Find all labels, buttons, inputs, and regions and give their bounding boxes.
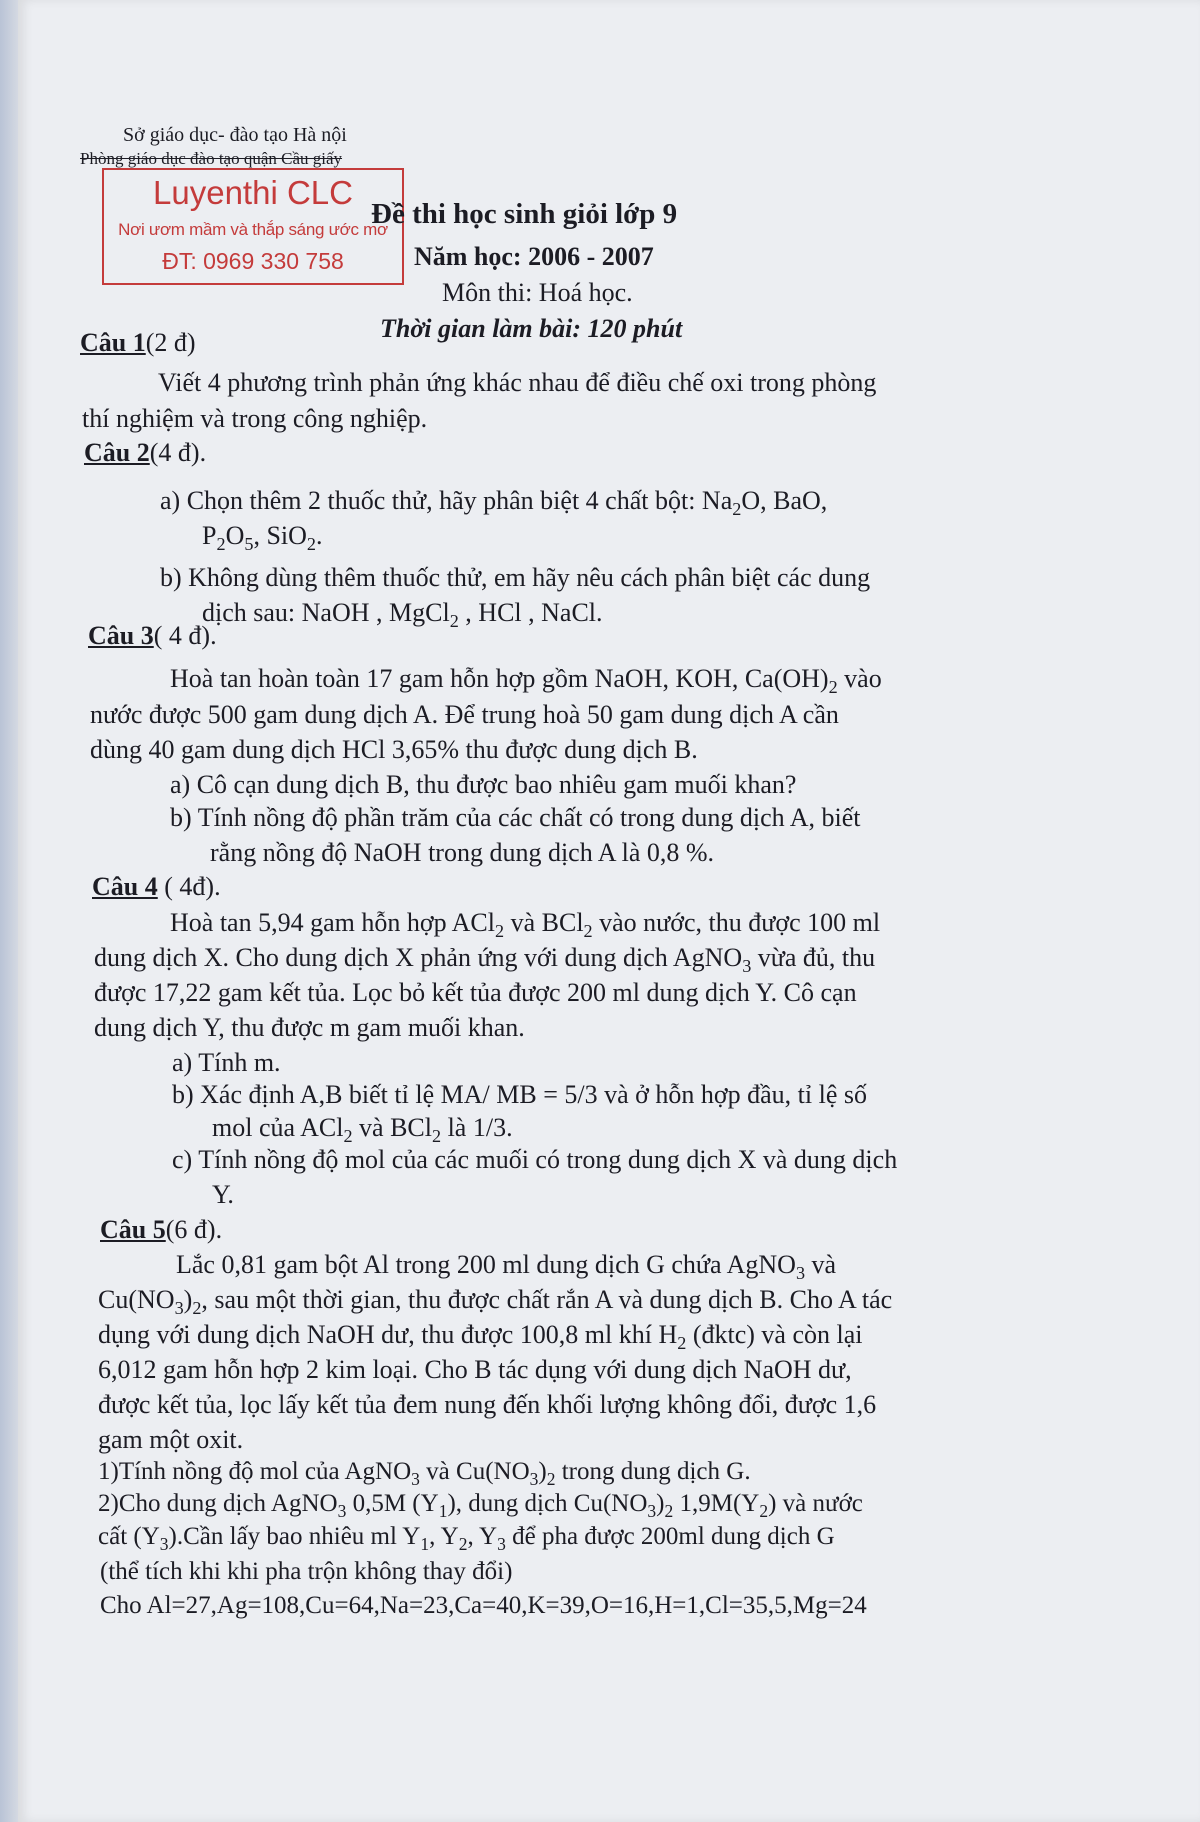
q5-line-3 bbox=[98, 1320, 863, 1354]
q5-p3-b: ).Cần lấy bao nhiêu ml Y bbox=[168, 1523, 421, 1550]
question-4-heading bbox=[92, 872, 221, 902]
q5-l2-end: , sau một thời gian, thu được chất rắn A và dung dịch B. Cho A tác bbox=[201, 1285, 893, 1314]
q5-p2-f: ) và nước bbox=[768, 1490, 863, 1517]
question-1-heading bbox=[80, 328, 196, 358]
q5-label: Câu 5 bbox=[100, 1215, 166, 1244]
q4-b2-end: là 1/3. bbox=[441, 1113, 513, 1142]
q5-p3-sub4: 3 bbox=[497, 1534, 506, 1554]
q4-line-1 bbox=[170, 908, 880, 942]
q5-p2-sub5: 2 bbox=[759, 1501, 769, 1521]
q2-b2-end: , HCl , NaCl. bbox=[458, 598, 603, 627]
q3-a: a) Cô cạn dung dịch B, thu được bao nhiêu gam muối khan? bbox=[170, 770, 797, 799]
question-3-heading bbox=[88, 621, 217, 651]
stamp-slogan: Nơi ươm mầm và thắp sáng ước mơ bbox=[118, 220, 388, 239]
q4-b-line-1: b) Xác định A,B biết tỉ lệ MA/ MB = 5/3 và ở hỗn hợp đầu, tỉ lệ số bbox=[172, 1080, 867, 1109]
q5-p1-sub2: 3 bbox=[529, 1469, 539, 1489]
q5-p3-d: , Y bbox=[467, 1523, 498, 1550]
q4-l1-end: vào nước, thu được 100 ml bbox=[592, 908, 881, 937]
q5-l3-sub: 2 bbox=[677, 1333, 687, 1354]
q3-l1-start: Hoà tan hoàn toàn 17 gam hỗn hợp gồm NaOH, KOH, Ca(OH) bbox=[170, 664, 829, 693]
q5-line-2 bbox=[98, 1285, 892, 1319]
q2-points: (4 đ). bbox=[149, 438, 207, 467]
q4-c-line-2: Y. bbox=[212, 1180, 234, 1209]
q5-p1-mid: và Cu(NO bbox=[419, 1458, 530, 1485]
q4-l1-start: Hoà tan 5,94 gam hỗn hợp ACl bbox=[170, 908, 495, 937]
q5-line-6: gam một oxit. bbox=[98, 1425, 244, 1454]
q5-l3-end: (đktc) và còn lại bbox=[686, 1320, 863, 1349]
q5-part-2 bbox=[98, 1490, 863, 1522]
q5-l2-mid: ) bbox=[183, 1285, 193, 1314]
q5-p3-a: cất (Y bbox=[98, 1523, 160, 1550]
q5-p1-mid2: ) bbox=[538, 1458, 547, 1485]
q2-a-line-2 bbox=[202, 521, 323, 555]
q5-p3-c: , Y bbox=[429, 1523, 459, 1550]
q2-a1-end: O, BaO, bbox=[741, 486, 828, 515]
q2-b-line-2 bbox=[202, 598, 603, 632]
q3-label: Câu 3 bbox=[88, 621, 154, 650]
q4-b-line-2 bbox=[212, 1113, 513, 1147]
q3-line-2: nước được 500 gam dung dịch A. Để trung hoà 50 gam dung dịch A cần bbox=[90, 700, 839, 729]
q3-b-line-2: rằng nồng độ NaOH trong dung dịch A là 0,8 %. bbox=[210, 838, 715, 867]
exam-time: Thời gian làm bài: 120 phút bbox=[380, 314, 683, 343]
q4-b2-start: mol của ACl bbox=[212, 1113, 344, 1142]
q2-a2-p-sub: 2 bbox=[216, 534, 226, 555]
q5-p3-sub1: 3 bbox=[159, 1534, 169, 1554]
exam-page bbox=[18, 0, 1200, 1822]
q5-l2-sub1: 3 bbox=[174, 1298, 184, 1319]
q4-c-line-1: c) Tính nồng độ mol của các muối có trong dung dịch X và dung dịch bbox=[172, 1145, 898, 1174]
exam-year: Năm học: 2006 - 2007 bbox=[414, 242, 654, 271]
q5-p1-end: trong dung dịch G. bbox=[555, 1458, 751, 1485]
q5-line-5: được kết tủa, lọc lấy kết tủa đem nung đến khối lượng không đổi, được 1,6 bbox=[98, 1390, 877, 1419]
q5-l2-sub2: 2 bbox=[192, 1298, 202, 1319]
exam-title: Đề thi học sinh giỏi lớp 9 bbox=[371, 198, 678, 230]
q2-a1-sub: 2 bbox=[732, 499, 742, 520]
q5-p2-d: ) bbox=[656, 1490, 665, 1517]
question-5-heading bbox=[100, 1215, 222, 1245]
department-name: Sở giáo dục- đào tạo Hà nội bbox=[123, 124, 347, 146]
q4-l1-sub1: 2 bbox=[495, 921, 505, 942]
q2-a2-si-sub: 2 bbox=[306, 534, 316, 555]
q5-part-1 bbox=[98, 1458, 751, 1490]
q4-l1-sub2: 2 bbox=[583, 921, 593, 942]
q5-p3-sub2: 1 bbox=[420, 1534, 430, 1554]
q5-l2-start: Cu(NO bbox=[98, 1285, 175, 1314]
q5-l1-start: Lắc 0,81 gam bột Al trong 200 ml dung dịch G chứa AgNO bbox=[176, 1250, 796, 1279]
q3-points: ( 4 đ). bbox=[153, 621, 217, 650]
question-2-heading bbox=[84, 438, 206, 468]
q5-line-4: 6,012 gam hỗn hợp 2 kim loại. Cho B tác dụng với dung dịch NaOH dư, bbox=[98, 1355, 852, 1384]
q4-l2-end: vừa đủ, thu bbox=[751, 943, 876, 972]
q5-l1-sub: 3 bbox=[795, 1263, 806, 1284]
q1-line-2: thí nghiệm và trong công nghiệp. bbox=[82, 404, 428, 433]
q2-a-line-1 bbox=[160, 486, 827, 520]
stamp-box bbox=[102, 168, 404, 285]
q5-p1-sub3: 2 bbox=[546, 1469, 556, 1489]
q2-label: Câu 2 bbox=[84, 438, 150, 467]
q4-label: Câu 4 bbox=[92, 872, 158, 901]
q4-points: ( 4đ). bbox=[157, 872, 221, 901]
q1-points: (2 đ) bbox=[145, 328, 196, 357]
q5-points: (6 đ). bbox=[165, 1215, 223, 1244]
q5-p1-sub1: 3 bbox=[411, 1469, 420, 1489]
q5-part-2-continued bbox=[98, 1523, 835, 1555]
q3-l1-end: vào bbox=[837, 664, 882, 693]
q5-p2-b: 0,5M (Y bbox=[346, 1490, 439, 1517]
q5-line-1 bbox=[176, 1250, 836, 1284]
q5-p1-start: 1)Tính nồng độ mol của AgNO bbox=[98, 1458, 412, 1485]
q5-p3-e: để pha được 200ml dung dịch G bbox=[505, 1523, 835, 1550]
q4-a: a) Tính m. bbox=[172, 1048, 281, 1077]
q2-b2-start: dịch sau: NaOH , MgCl bbox=[202, 598, 450, 627]
q3-line-1 bbox=[170, 664, 882, 698]
q4-b2-sub1: 2 bbox=[343, 1126, 353, 1147]
q1-line-1: Viết 4 phương trình phản ứng khác nhau để điều chế oxi trong phòng bbox=[158, 368, 877, 397]
q1-label: Câu 1 bbox=[80, 328, 146, 357]
q4-l2-sub: 3 bbox=[742, 956, 752, 977]
q4-b2-mid: và BCl bbox=[352, 1113, 432, 1142]
q2-b2-sub: 2 bbox=[449, 611, 459, 632]
q3-b-line-1: b) Tính nồng độ phần trăm của các chất có trong dung dịch A, biết bbox=[170, 803, 861, 832]
q4-l2-start: dung dịch X. Cho dung dịch X phản ứng với dung dịch AgNO bbox=[94, 943, 743, 972]
q5-p2-sub3: 3 bbox=[647, 1501, 657, 1521]
q2-a2-end: . bbox=[316, 521, 323, 550]
given-atomic-masses: Cho Al=27,Ag=108,Cu=64,Na=23,Ca=40,K=39,O=16,H=1,Cl=35,5,Mg=24 bbox=[100, 1592, 867, 1619]
q2-a2-o-sub: 5 bbox=[244, 534, 254, 555]
office-name: Phòng giáo dục đào tạo quận Cầu giấy bbox=[80, 149, 343, 168]
page-binding-edge bbox=[0, 0, 18, 1822]
q5-l3-start: dụng với dung dịch NaOH dư, thu được 100,8 ml khí H bbox=[98, 1320, 678, 1349]
q2-a1-text: a) Chọn thêm 2 thuốc thử, hãy phân biệt 4 chất bột: Na bbox=[160, 486, 733, 515]
stamp-phone: ĐT: 0969 330 758 bbox=[162, 248, 344, 274]
q2-a2-mid: , SiO bbox=[253, 521, 307, 550]
q2-b-line-1: b) Không dùng thêm thuốc thử, em hãy nêu cách phân biệt các dung bbox=[160, 563, 871, 592]
exam-subject: Môn thi: Hoá học. bbox=[442, 278, 633, 307]
q3-l1-sub: 2 bbox=[828, 677, 838, 698]
q4-line-4: dung dịch Y, thu được m gam muối khan. bbox=[94, 1013, 525, 1042]
q5-l1-end: và bbox=[805, 1250, 837, 1279]
q5-p2-e: 1,9M(Y bbox=[673, 1490, 760, 1517]
q5-volume-note: (thể tích khi khi pha trộn không thay đổi) bbox=[100, 1558, 513, 1585]
q4-b2-sub2: 2 bbox=[431, 1126, 442, 1147]
q4-l1-mid: và BCl bbox=[504, 908, 584, 937]
q3-line-3: dùng 40 gam dung dịch HCl 3,65% thu được dung dịch B. bbox=[90, 735, 698, 764]
q2-a2-p: P bbox=[202, 521, 217, 550]
q5-p2-sub1: 3 bbox=[337, 1501, 347, 1521]
q5-p2-a: 2)Cho dung dịch AgNO bbox=[98, 1490, 338, 1517]
q4-line-2 bbox=[94, 943, 875, 977]
stamp-name: Luyenthi CLC bbox=[153, 174, 353, 211]
q5-p2-sub2: 1 bbox=[438, 1501, 448, 1521]
q5-p3-sub3: 2 bbox=[458, 1534, 468, 1554]
q5-p2-sub4: 2 bbox=[664, 1501, 674, 1521]
q2-a2-o: O bbox=[225, 521, 245, 550]
q4-line-3: được 17,22 gam kết tủa. Lọc bỏ kết tủa được 200 ml dung dịch Y. Cô cạn bbox=[94, 978, 857, 1007]
q5-p2-c: ), dung dịch Cu(NO bbox=[447, 1490, 648, 1517]
